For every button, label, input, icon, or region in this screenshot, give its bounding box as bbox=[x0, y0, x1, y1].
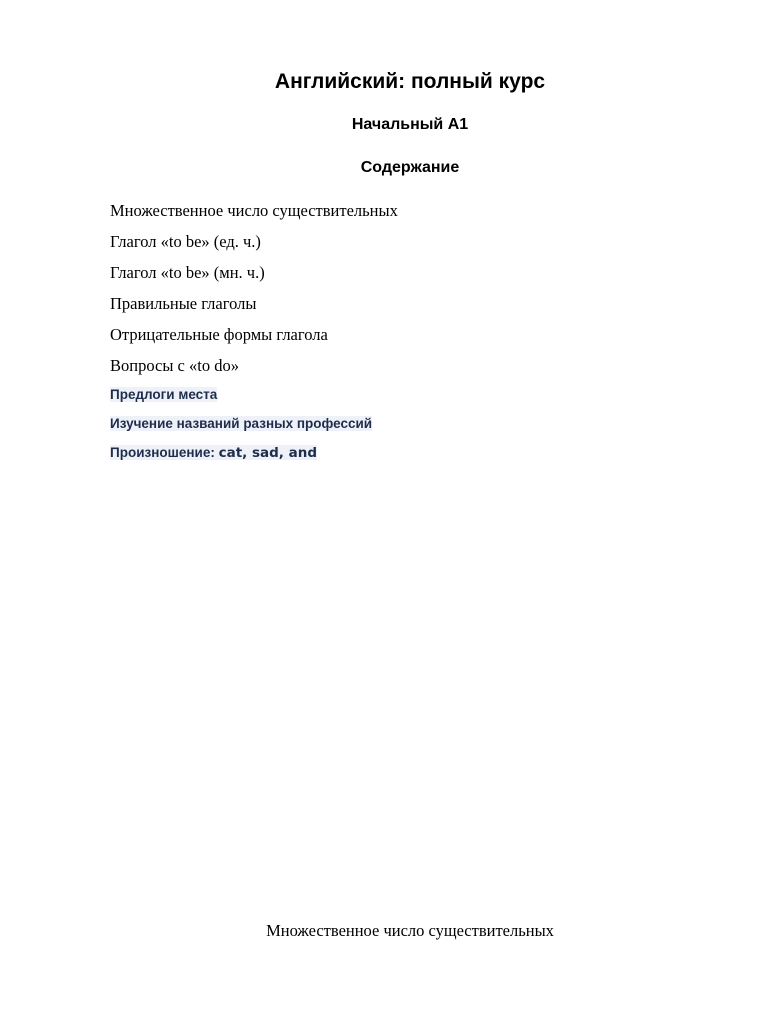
toc-item[interactable] bbox=[110, 262, 398, 293]
toc-item[interactable] bbox=[110, 355, 398, 386]
toc-item-label: Произношение: bbox=[110, 445, 219, 460]
document-title: Английский: полный курс bbox=[274, 70, 546, 93]
toc-item-label: Отрицательные формы глагола bbox=[110, 325, 328, 344]
toc-item[interactable] bbox=[110, 200, 398, 231]
toc-item-example-words: cat, sad, and bbox=[218, 445, 317, 461]
toc-item-label: Множественное число существительных bbox=[110, 201, 398, 220]
toc-item[interactable] bbox=[110, 231, 398, 262]
toc-item[interactable] bbox=[110, 293, 398, 324]
toc-item-label: Вопросы с «to do» bbox=[110, 356, 239, 375]
section-heading: Множественное число существительных bbox=[266, 921, 554, 940]
toc-item[interactable] bbox=[110, 415, 398, 444]
toc-item-label: Глагол «to be» (мн. ч.) bbox=[110, 263, 265, 282]
table-of-contents bbox=[110, 200, 398, 473]
toc-item-label: Правильные глаголы bbox=[110, 294, 257, 313]
toc-item[interactable] bbox=[110, 386, 398, 415]
toc-item-label: Изучение названий разных профессий bbox=[110, 416, 373, 431]
toc-item[interactable] bbox=[110, 324, 398, 355]
toc-item-label: Глагол «to be» (ед. ч.) bbox=[110, 232, 261, 251]
document-subtitle: Начальный A1 bbox=[351, 116, 469, 133]
toc-heading: Содержание bbox=[360, 159, 460, 176]
toc-item-label: Предлоги места bbox=[110, 387, 218, 402]
toc-item[interactable] bbox=[110, 444, 398, 473]
